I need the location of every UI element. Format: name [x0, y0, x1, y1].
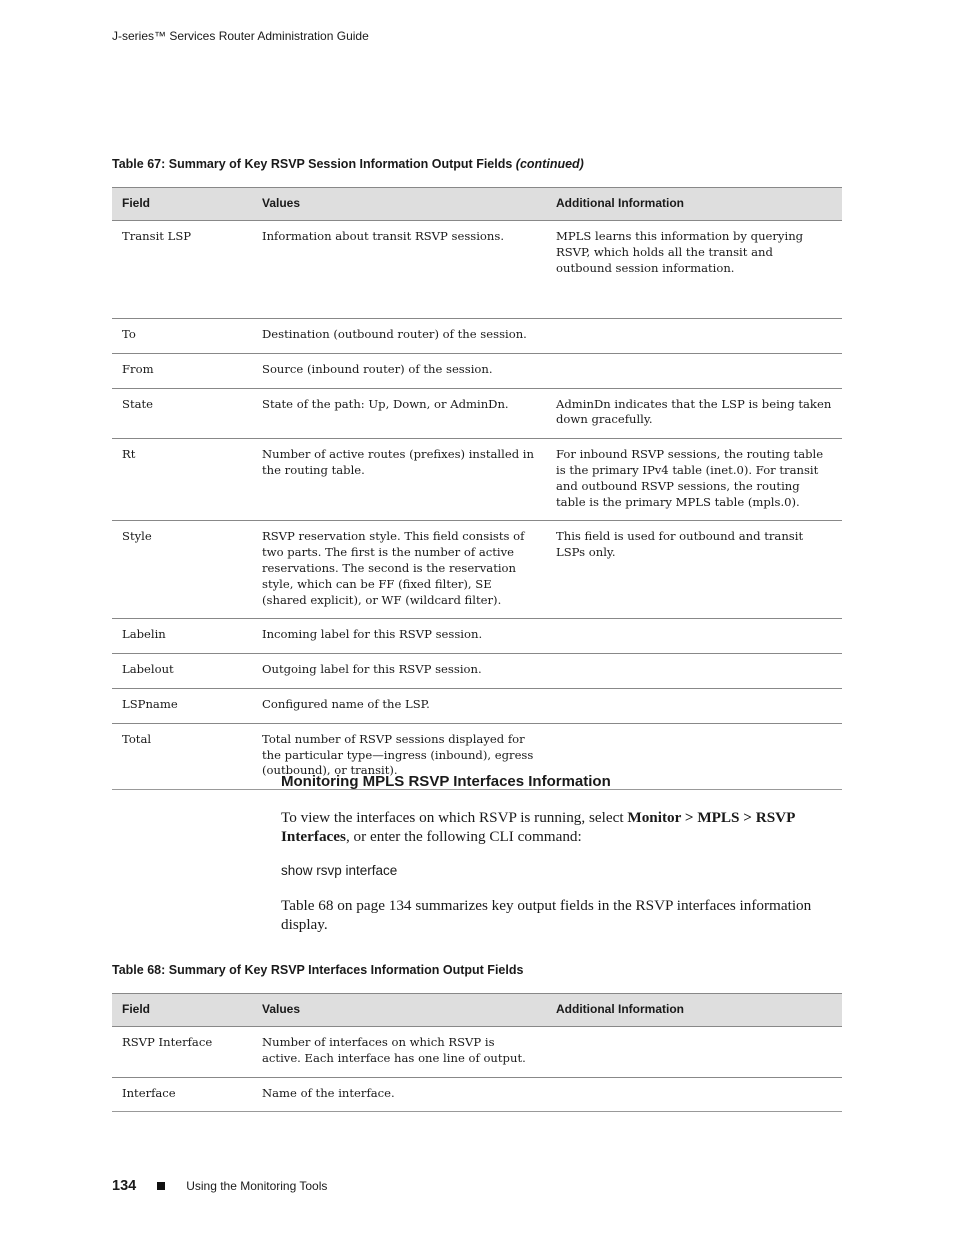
values-cell: Configured name of the LSP.: [262, 696, 430, 711]
table-row: [112, 439, 842, 521]
field-cell: Transit LSP: [122, 229, 192, 243]
additional-info-cell: AdminDn indicates that the LSP is being taken down gracefully.: [556, 396, 832, 427]
table-row: [112, 1077, 842, 1112]
field-cell: State: [122, 396, 154, 411]
table-header-row: [112, 188, 842, 221]
summary-paragraph: Table 68 on page 134 summarizes key output fields in the RSVP interfaces information display.: [281, 897, 812, 933]
additional-info-cell: [546, 319, 842, 354]
field-cell: Interface: [122, 1085, 176, 1100]
values-cell: RSVP reservation style. This field consists of two parts. The first is the number of active reservations. The second is the reservation style, which can be FF (fixed filter), SE (shared explicit), or WF (wildcard filter).: [262, 529, 525, 607]
values-cell: Source (inbound router) of the session.: [262, 361, 493, 376]
values-cell: Total number of RSVP sessions displayed for the particular type—ingress (inbound), egress (outbound), or transit).: [262, 731, 534, 778]
additional-info-cell: [546, 619, 842, 654]
additional-info-cell: [546, 654, 842, 689]
table-68: [112, 993, 842, 1112]
values-cell: State of the path: Up, Down, or AdminDn.: [262, 396, 509, 411]
footer-square-icon: [157, 1182, 165, 1190]
table-67-caption: [112, 157, 584, 171]
values-cell: Information about transit RSVP sessions.: [262, 229, 505, 243]
table-row: [112, 619, 842, 654]
page-footer: [112, 1178, 327, 1194]
values-cell: Name of the interface.: [262, 1085, 395, 1100]
table-row: [112, 688, 842, 723]
table-row: [112, 654, 842, 689]
values-cell: Number of active routes (prefixes) installed in the routing table.: [262, 447, 534, 477]
values-cell: Number of interfaces on which RSVP is active. Each interface has one line of output.: [262, 1035, 526, 1065]
field-cell: LSPname: [122, 696, 178, 711]
table-row: [112, 521, 842, 619]
column-header-field: Field: [122, 195, 151, 210]
table-67: [112, 187, 842, 790]
footer-section-title: Using the Monitoring Tools: [186, 1179, 328, 1193]
table-row: [112, 221, 842, 319]
page-number: 134: [112, 1178, 137, 1194]
table-row: [112, 388, 842, 439]
additional-info-cell: MPLS learns this information by querying RSVP, which holds all the transit and outbound session information.: [556, 229, 804, 275]
table-67-caption-suffix: (continued): [515, 157, 584, 171]
additional-info-cell: For inbound RSVP sessions, the routing table is the primary IPv4 table (inet.0). For transit and outbound RSVP sessions, the routing table is the primary MPLS table (mpls.0).: [556, 447, 824, 509]
intro-text-end: , or enter the following CLI command:: [345, 827, 582, 845]
cli-command: show rsvp interface: [281, 863, 398, 878]
section-heading: Monitoring MPLS RSVP Interfaces Information: [281, 773, 611, 790]
additional-info-cell: [546, 688, 842, 723]
additional-info-cell: [546, 1077, 842, 1112]
intro-paragraph: [281, 809, 846, 846]
table-row: [112, 1027, 842, 1078]
field-cell: Labelout: [122, 662, 174, 677]
table-row: [112, 353, 842, 388]
field-cell: Labelin: [122, 627, 166, 642]
column-header-field: Field: [122, 1001, 151, 1016]
column-header-values: Values: [262, 1001, 301, 1016]
field-cell: Style: [122, 529, 152, 544]
additional-info-cell: [546, 353, 842, 388]
field-cell: From: [122, 361, 154, 376]
column-header-values: Values: [262, 195, 301, 210]
values-cell: Incoming label for this RSVP session.: [262, 627, 483, 642]
values-cell: Destination (outbound router) of the session.: [262, 327, 527, 341]
intro-text: To view the interfaces on which RSVP is running, select: [281, 809, 628, 826]
field-cell: RSVP Interface: [122, 1035, 213, 1049]
menu-path: Monitor > MPLS > RSVP Interfaces: [281, 809, 795, 845]
additional-info-cell: This field is used for outbound and transit LSPs only.: [556, 529, 804, 560]
table-67-caption-text: Table 67: Summary of Key RSVP Session Information Output Fields: [112, 157, 513, 171]
table-row: [112, 319, 842, 354]
additional-info-cell: [546, 1027, 842, 1078]
field-cell: Total: [122, 731, 152, 746]
column-header-additional-information: Additional Information: [556, 1001, 684, 1016]
values-cell: Outgoing label for this RSVP session.: [262, 662, 482, 677]
running-header: J-series™ Services Router Administration Guide: [112, 29, 369, 43]
field-cell: To: [122, 327, 136, 341]
column-header-additional-information: Additional Information: [556, 195, 684, 210]
table-68-caption: Table 68: Summary of Key RSVP Interfaces Information Output Fields: [112, 963, 524, 977]
field-cell: Rt: [122, 447, 136, 462]
table-header-row: [112, 994, 842, 1027]
